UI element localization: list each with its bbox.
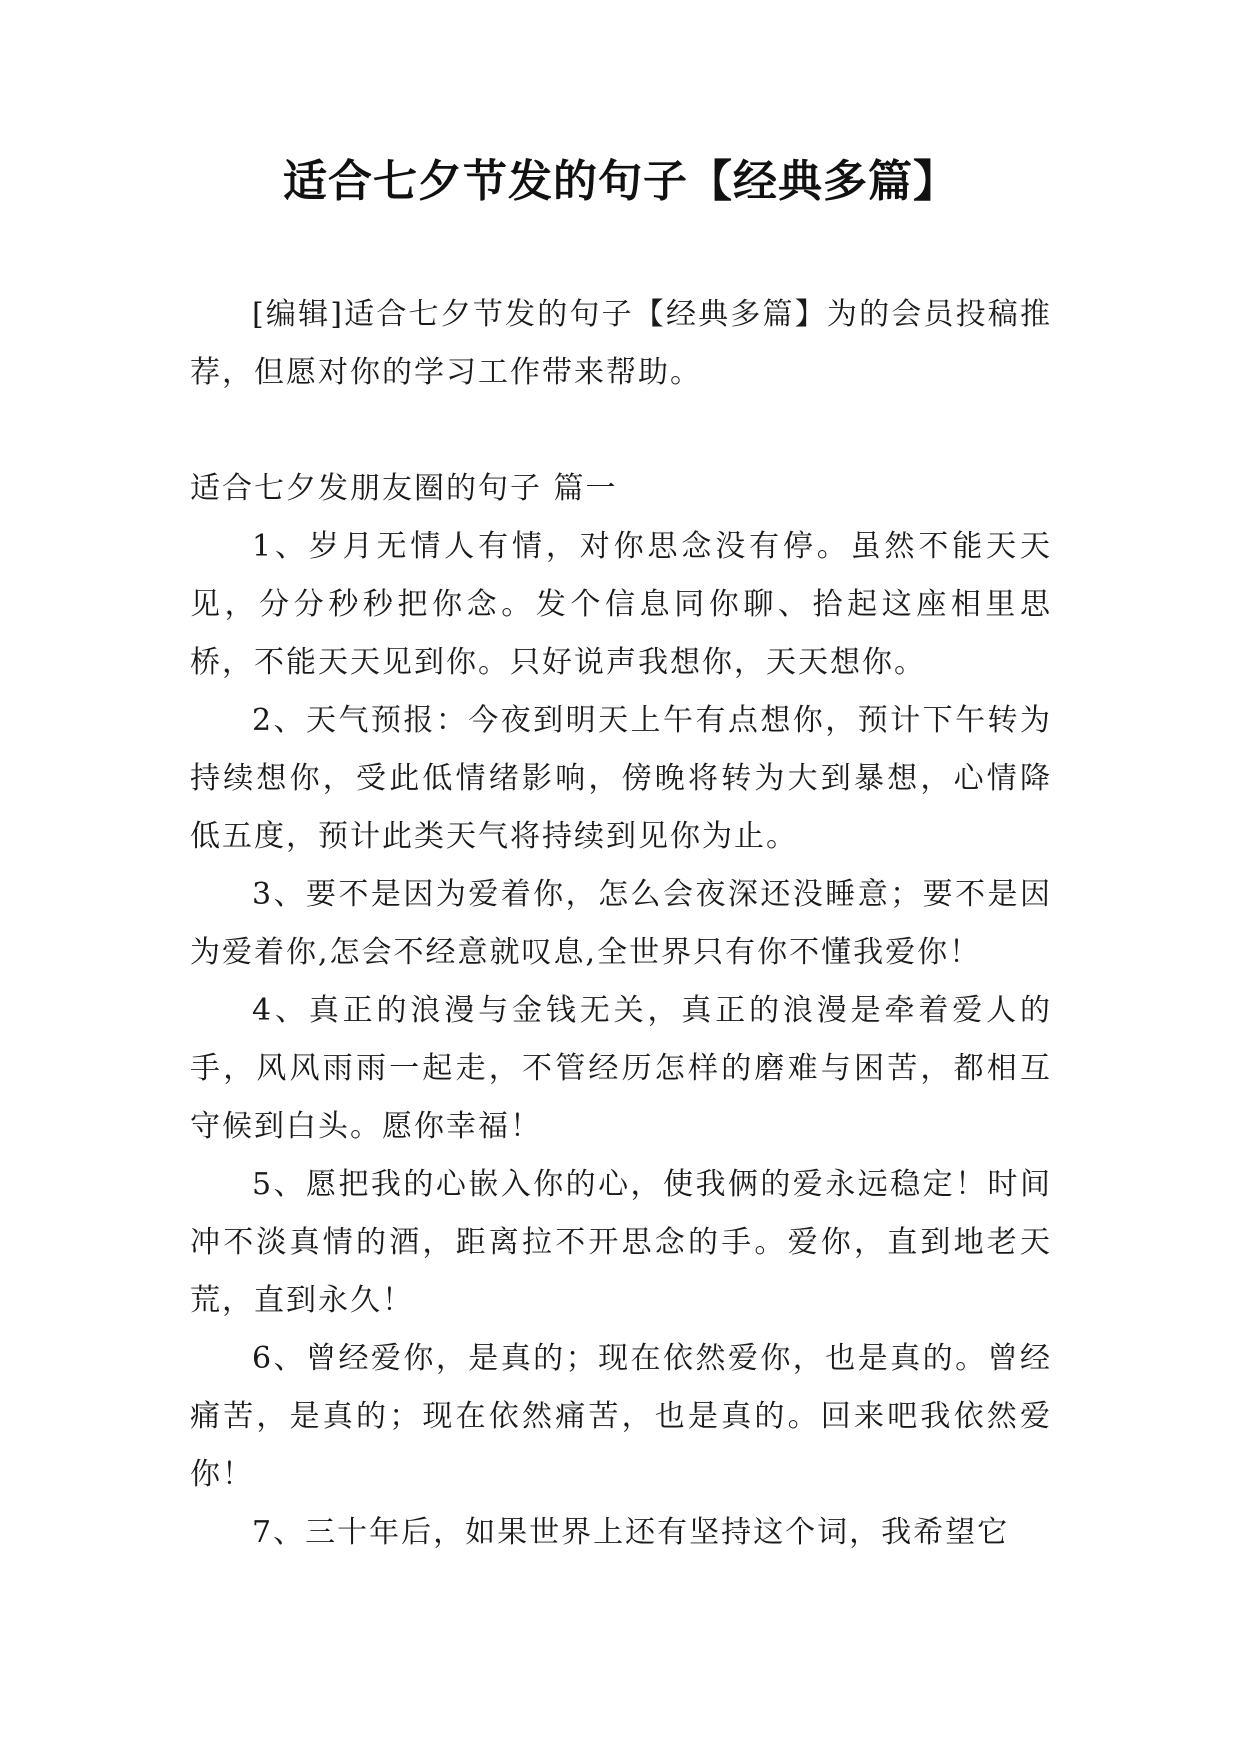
paragraph-7: 7、三十年后，如果世界上还有坚持这个词，我希望它 — [252, 1515, 1010, 1550]
document-title: 适合七夕节发的句子【经典多篇】 — [283, 156, 958, 207]
paragraph-2: 2、天气预报：今夜到明天上午有点想你，预计下午转为持续想你，受此低情绪影响，傍晚将转为大到暴想，心情降低五度，预计此类天气将持续到见你为止。 — [190, 703, 1052, 854]
document-body — [190, 286, 1052, 1562]
intro-paragraph: [编辑]适合七夕节发的句子【经典多篇】为的会员投稿推荐，但愿对你的学习工作带来帮助。 — [190, 297, 1052, 390]
paragraph-5: 5、愿把我的心嵌入你的心，使我俩的爱永远稳定！时间冲不淡真情的酒，距离拉不开思念的手。爱你，直到地老天荒，直到永久！ — [190, 1167, 1052, 1318]
paragraph-4: 4、真正的浪漫与金钱无关，真正的浪漫是牵着爱人的手，风风雨雨一起走，不管经历怎样的磨难与困苦，都相互守候到白头。愿你幸福！ — [190, 993, 1052, 1144]
section-heading: 适合七夕发朋友圈的句子 篇一 — [190, 471, 618, 506]
paragraph-1: 1、岁月无情人有情，对你思念没有停。虽然不能天天见，分分秒秒把你念。发个信息同你聊、拾起这座相里思桥，不能天天见到你。只好说声我想你，天天想你。 — [190, 529, 1052, 680]
paragraph-3: 3、要不是因为爱着你，怎么会夜深还没睡意；要不是因为爱着你,怎会不经意就叹息,全世界只有你不懂我爱你！ — [190, 877, 1052, 970]
paragraph-6: 6、曾经爱你，是真的；现在依然爱你，也是真的。曾经痛苦，是真的；现在依然痛苦，也是真的。回来吧我依然爱你！ — [190, 1341, 1052, 1492]
